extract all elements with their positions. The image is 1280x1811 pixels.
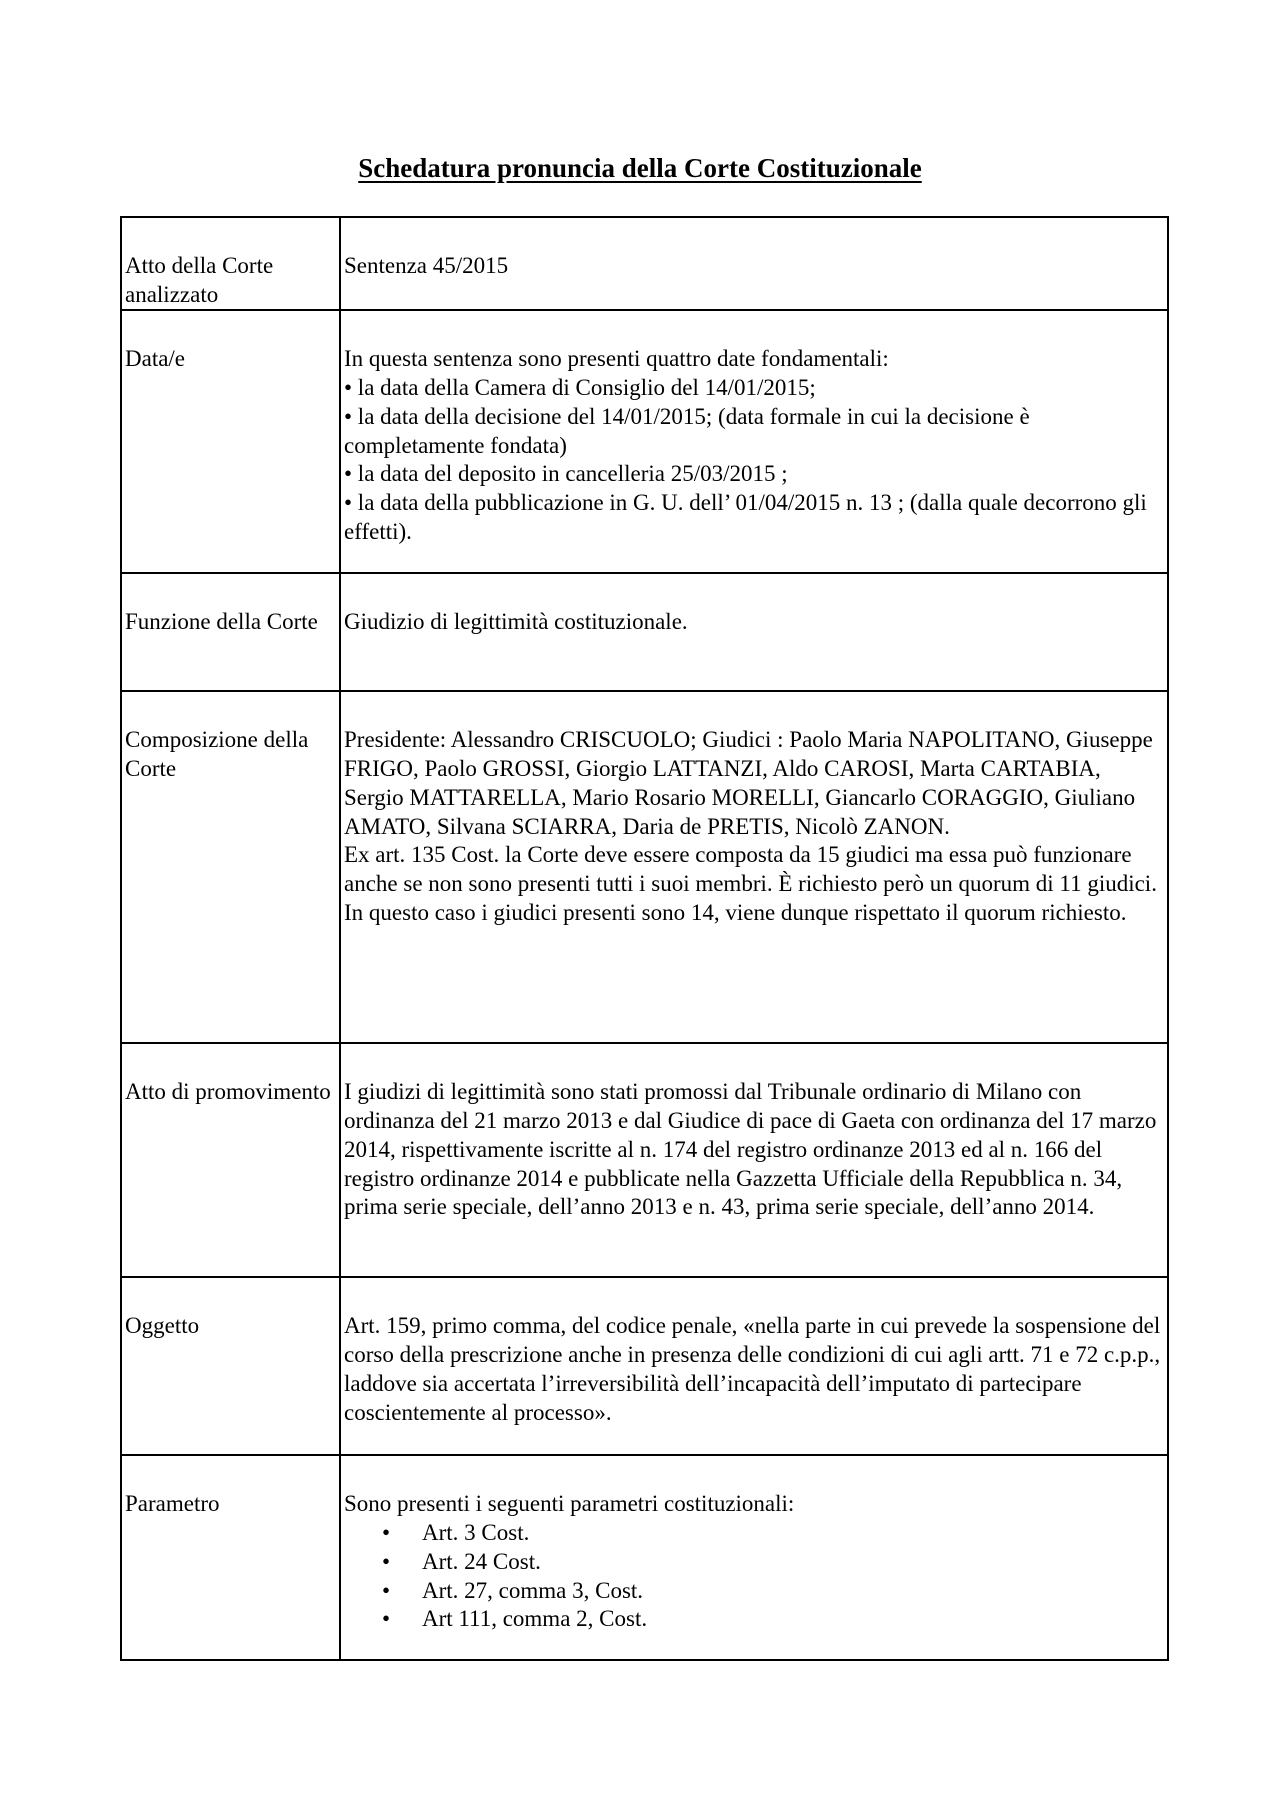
value-line: Giudizio di legittimità costituzionale. — [344, 609, 688, 635]
row-label: Composizione della Corte — [121, 691, 340, 1043]
row-value — [340, 691, 1168, 1043]
row-label: Parametro — [121, 1455, 340, 1660]
row-label: Oggetto — [121, 1277, 340, 1455]
value-line: Sentenza 45/2015 — [344, 253, 509, 278]
row-value — [340, 573, 1168, 691]
value-line: Sono presenti i seguenti parametri costituzionali: — [344, 1491, 795, 1517]
bullet-marker: • — [382, 1548, 391, 1574]
value-line: • la data del deposito in cancelleria 25/03/2015 ; — [344, 461, 788, 487]
table-row — [121, 217, 1168, 310]
row-label: Data/e — [121, 310, 340, 573]
list-item: • Art 111, comma 2, Cost. — [344, 1605, 1163, 1634]
bullet-marker: • — [382, 1577, 391, 1603]
value-line: Presidente: Alessandro CRISCUOLO; Giudici : Paolo Maria NAPOLITANO, Giuseppe FRIGO, Paolo GROSSI, Giorgio LATTANZI, Aldo CAROSI, Marta CARTABIA, Sergio MATTARELLA, Mario Rosario MORELLI, Giancarlo CORAGGIO, Giuliano AMATO, Silvana SCIARRA, Daria de PRETIS, Nicolò ZANON. — [344, 727, 1153, 839]
table-row — [121, 573, 1168, 691]
value-line: I giudizi di legittimità sono stati promossi dal Tribunale ordinario di Milano con ordinanza del 21 marzo 2013 e dal Giudice di pace di Gaeta con ordinanza del 17 marzo 2014, rispettivamente iscritte al n. 174 del registro ordinanze 2013 ed al n. 166 del registro ordinanze 2014 e pubblicate nella Gazzetta Ufficiale della Repubblica n. 34, prima serie speciale, dell’anno 2013 e n. 43, prima serie speciale, dell’anno 2014. — [344, 1079, 1157, 1220]
list-item: • Art. 24 Cost. — [344, 1548, 1163, 1577]
value-line: In questo caso i giudici presenti sono 14, viene dunque rispettato il quorum richiesto. — [344, 899, 1127, 925]
value-line: • la data della pubblicazione in G. U. dell’ 01/04/2015 n. 13 ; (dalla quale decorrono gli effetti). — [344, 489, 1147, 544]
page-title: Schedatura pronuncia della Corte Costituzionale — [358, 153, 922, 183]
table-row — [121, 1043, 1168, 1277]
row-value — [340, 1277, 1168, 1455]
value-line: Ex art. 135 Cost. la Corte deve essere composta da 15 giudici ma essa può funzionare anche se non sono presenti tutti i suoi membri. È richiesto però un quorum di 11 giudici. — [344, 842, 1157, 896]
value-line: Art. 159, primo comma, del codice penale, «nella parte in cui prevede la sospensione del corso della prescrizione anche in presenza delle condizioni di cui agli artt. 71 e 72 c.p.p., laddove sia accertata l’irreversibilità dell’incapacità dell’imputato di partecipare coscientemente al processo». — [344, 1313, 1161, 1425]
row-value — [340, 1455, 1168, 1660]
row-label: Atto di promovimento — [121, 1043, 340, 1277]
table-row — [121, 310, 1168, 573]
row-label: Atto della Corte analizzato — [121, 217, 340, 310]
row-value — [340, 217, 1168, 310]
bullet-marker: • — [382, 1606, 391, 1632]
list-item: • Art. 3 Cost. — [344, 1519, 1163, 1548]
row-value — [340, 310, 1168, 573]
value-line: In questa sentenza sono presenti quattro date fondamentali: — [344, 346, 889, 372]
table-row — [121, 1455, 1168, 1660]
row-label: Funzione della Corte — [121, 573, 340, 691]
table-row — [121, 1277, 1168, 1455]
parameter-list — [344, 1519, 1163, 1634]
summary-table — [120, 216, 1169, 1661]
bullet-marker: • — [382, 1520, 391, 1546]
value-line: • la data della Camera di Consiglio del 14/01/2015; — [344, 375, 816, 401]
list-item: • Art. 27, comma 3, Cost. — [344, 1577, 1163, 1606]
value-line: • la data della decisione del 14/01/2015; (data formale in cui la decisione è completamente fondata) — [344, 403, 1030, 458]
row-value — [340, 1043, 1168, 1277]
table-row — [121, 691, 1168, 1043]
